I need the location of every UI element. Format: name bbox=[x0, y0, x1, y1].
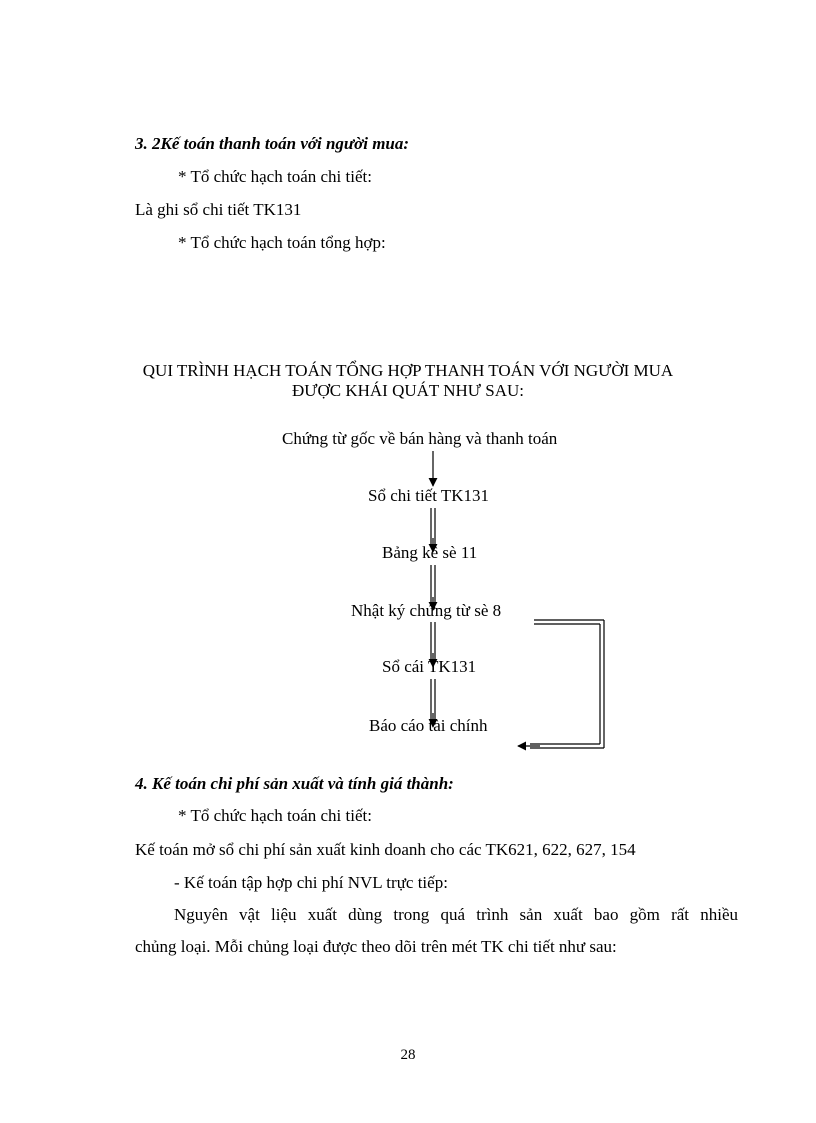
section-3-detail-text: Là ghi sổ chi tiết TK131 bbox=[135, 200, 302, 219]
flow-step-financial-report: Báo cáo tài chính bbox=[369, 716, 488, 735]
section-4-detail-text: Kế toán mở sổ chi phí sản xuất kinh doanh cho các TK621, 622, 627, 154 bbox=[135, 840, 636, 859]
section-4-detail-label: * Tổ chức hạch toán chi tiết: bbox=[178, 806, 372, 825]
section-3-detail-label: * Tổ chức hạch toán chi tiết: bbox=[178, 167, 372, 186]
flow-step-detail-ledger: Sổ chi tiết TK131 bbox=[368, 486, 490, 505]
arrow-journal-to-report bbox=[518, 620, 604, 748]
page-number: 28 bbox=[400, 1047, 416, 1063]
section-4-paragraph-line2: chủng loại. Mỗi chủng loại được theo dõi trên mét TK chi tiết như sau: bbox=[135, 937, 617, 956]
section-4-heading: 4. Kế toán chi phí sản xuất và tính giá thành: bbox=[135, 774, 454, 793]
flowchart-title-line2: ĐƯỢC KHÁI QUÁT NHƯ SAU: bbox=[292, 381, 524, 400]
flow-step-source-documents: Chứng từ gốc về bán hàng và thanh toán bbox=[282, 429, 558, 448]
section-4-paragraph-line1: Nguyên vật liệu xuất dùng trong quá trình sản xuất bao gồm rất nhiều bbox=[174, 905, 738, 924]
flow-step-statement-11: Bảng kê sè 11 bbox=[382, 543, 478, 562]
section-3-summary-label: * Tổ chức hạch toán tổng hợp: bbox=[178, 233, 386, 252]
flow-step-general-ledger: Sổ cái TK131 bbox=[382, 657, 477, 676]
section-3-heading: 3. 2Kế toán thanh toán với người mua: bbox=[135, 134, 410, 153]
flow-step-journal-8: Nhật ký chứng từ sè 8 bbox=[351, 601, 502, 620]
flowchart-title-line1: QUI TRÌNH HẠCH TOÁN TỔNG HỢP THANH TOÁN VỚI NGƯỜI MUA bbox=[142, 361, 674, 380]
section-4-sub-label: - Kế toán tập hợp chi phí NVL trực tiếp: bbox=[174, 873, 448, 892]
